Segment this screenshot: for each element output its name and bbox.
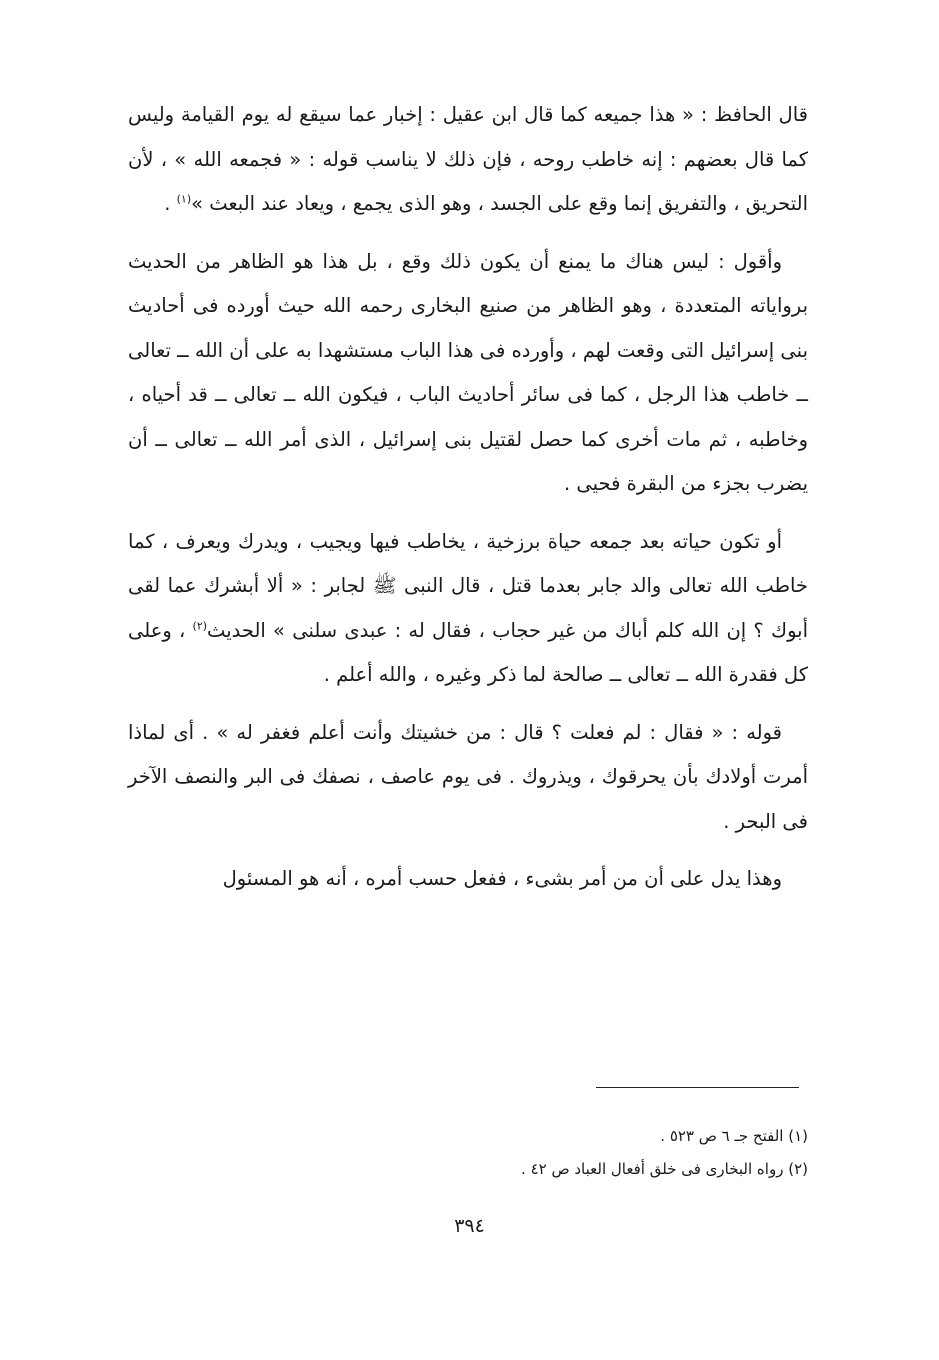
paragraph-1-tail: . xyxy=(164,192,177,215)
footnote-1: (١) الفتح جـ ٦ ص ٥٢٣ . xyxy=(660,1127,808,1145)
footnote-separator xyxy=(596,1087,799,1088)
main-text xyxy=(128,93,808,902)
footnote-2: (٢) رواه البخارى فى خلق أفعال العباد ص ٤٢ . xyxy=(521,1160,808,1178)
paragraph-2: وأقول : ليس هناك ما يمنع أن يكون ذلك وقع ، بل هذا هو الظاهر من الحديث برواياته المتعددة ، وهو الظاهر من صنيع البخارى رحمه الله حيث أورده فى أحاديث بنى إسرائيل التى وقعت لهم ، وأورده فى هذا الباب مستشهدا به على أن الله ــ تعالى ــ خاطب هذا الرجل ، كما فى سائر أحاديث الباب ، فيكون الله ــ تعالى ــ قد أحياه ، وخاطبه ، ثم مات أخرى كما حصل لقتيل بنى إسرائيل ، الذى أمر الله ــ تعالى ــ أن يضرب بجزء من البقرة فحيى . xyxy=(128,249,808,495)
paragraph-5: وهذا يدل على أن من أمر بشىء ، ففعل حسب أمره ، أنه هو المسئول xyxy=(222,867,782,890)
paragraph-4: قوله : « فقال : لم فعلت ؟ قال : من خشيتك وأنت أعلم فغفر له » . أى لماذا أمرت أولادك بأن يحرقوك ، ويذروك . فى يوم عاصف ، نصفك فى البر والنصف الآخر فى البحر . xyxy=(128,720,808,833)
page-number: ٣٩٤ xyxy=(454,1215,485,1237)
footnote-ref-2: (٢) xyxy=(192,619,208,632)
paragraph-1 xyxy=(128,93,808,227)
paragraph-3-tail: ، وعلى كل فقدرة الله ــ تعالى ــ صالحة لما ذكر وغيره ، والله أعلم . xyxy=(128,618,808,686)
paragraph-3-text: أو تكون حياته بعد جمعه حياة برزخية ، يخاطب فيها ويجيب ، ويدرك ويعرف ، كما خاطب الله تعالى والد جابر بعدما قتل ، قال النبى ﷺ لجابر : « ألا أبشرك عما لقى أبوك ؟ إن الله كلم أباك من غير حجاب ، فقال له : عبدى سلنى » الحديث xyxy=(128,529,808,642)
footnotes xyxy=(300,1120,808,1186)
paragraph-3 xyxy=(128,520,808,698)
paragraph-1-text: قال الحافظ : « هذا جميعه كما قال ابن عقيل : إخبار عما سيقع له يوم القيامة وليس كما قال بعضهم : إنه خاطب روحه ، فإن ذلك لا يناسب قوله : « فجمعه الله » ، لأن التحريق ، والتفريق إنما وقع على الجسد ، وهو الذى يجمع ، ويعاد عند البعث » xyxy=(128,103,808,215)
footnote-ref-1: (١) xyxy=(176,192,192,206)
